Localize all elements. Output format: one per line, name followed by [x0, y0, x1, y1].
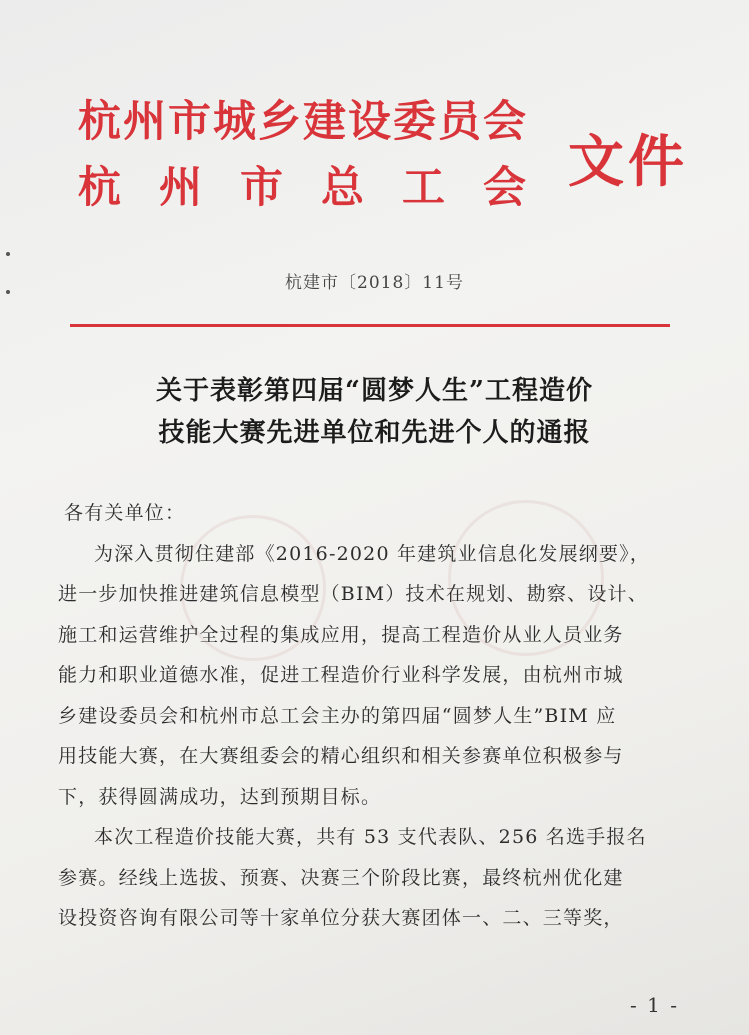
org-name-construction-committee: 杭州市城乡建设委员会	[78, 97, 528, 147]
body-line: 参赛。经线上选拔、预赛、决赛三个阶段比赛，最终杭州优化建	[58, 866, 624, 889]
document-body	[58, 493, 718, 939]
page-number: - 1 -	[630, 993, 679, 1017]
body-line: 下，获得圆满成功，达到预期目标。	[58, 785, 382, 808]
body-line: 乡建设委员会和杭州市总工会主办的第四届“圆梦人生”BIM 应	[58, 704, 617, 727]
body-line: 施工和运营维护全过程的集成应用，提高工程造价从业人员业务	[58, 623, 624, 646]
body-line: 进一步加快推进建筑信息模型（BIM）技术在规划、勘察、设计、	[58, 583, 648, 605]
title-line-2: 技能大赛先进单位和先进个人的通报	[158, 418, 591, 448]
body-line: 设投资咨询有限公司等十家单位分获大赛团体一、二、三等奖，	[58, 907, 624, 929]
body-line: 为深入贯彻住建部《2016-2020 年建筑业信息化发展纲要》，	[94, 542, 651, 565]
punch-hole	[6, 252, 10, 256]
salutation: 各有关单位：	[64, 502, 186, 524]
document-title	[0, 370, 749, 454]
title-line-1: 关于表彰第四届“圆梦人生”工程造价	[156, 376, 593, 406]
body-line: 能力和职业道德水准，促进工程造价行业科学发展，由杭州市城	[58, 664, 624, 686]
org-name-federation-of-trade-unions: 杭州市总工会	[78, 163, 564, 213]
document-number: 杭建市〔2018〕11号	[285, 273, 464, 293]
red-divider	[70, 324, 670, 327]
issuing-organizations	[78, 95, 564, 215]
body-line: 用技能大赛，在大赛组委会的精心组织和相关参赛单位积极参与	[58, 745, 624, 767]
body-line: 本次工程造价技能大赛，共有 53 支代表队、256 名选手报名	[94, 826, 647, 848]
document-type-label: 文件	[568, 129, 688, 195]
